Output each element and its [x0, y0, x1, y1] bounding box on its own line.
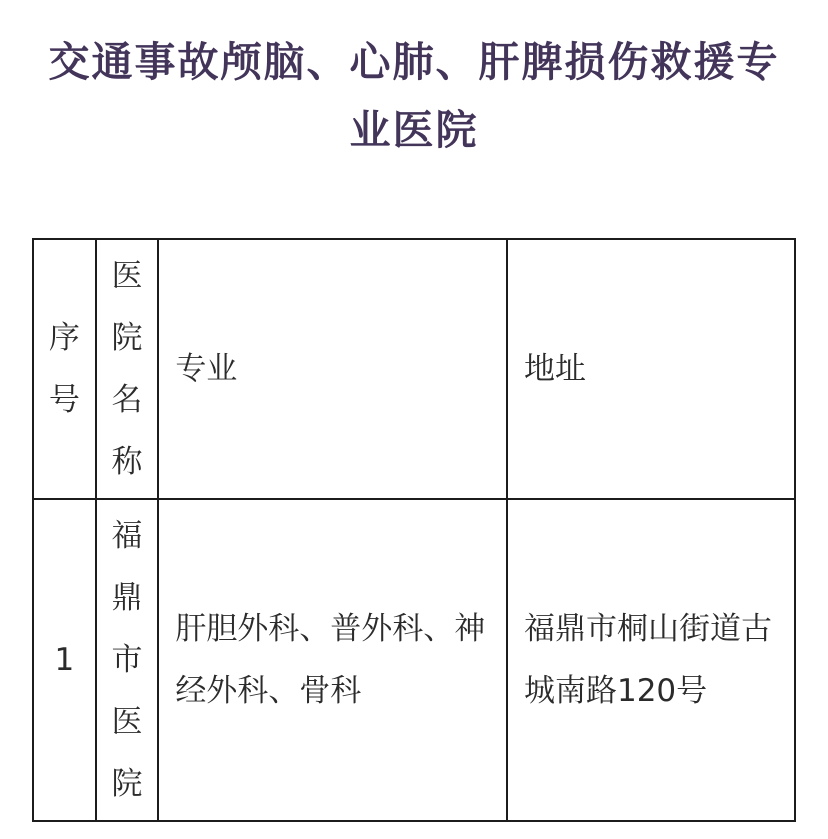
header-cell-address: [507, 239, 795, 499]
cell-no: [33, 499, 96, 821]
header-cell-no: [33, 239, 96, 499]
cell-specialty: [158, 499, 507, 821]
hospital-name: 福鼎市医院: [111, 518, 143, 802]
header-name-label: 医院名称: [111, 258, 143, 480]
table-row: [33, 499, 795, 821]
cell-hospital-name: [96, 499, 159, 821]
address-text: 福鼎市桐山街道古城南路120号: [523, 611, 772, 709]
page-title: 交通事故颅脑、心肺、肝脾损伤救援专业医院: [48, 38, 780, 154]
specialty-text: 肝胆外科、普外科、神经外科、骨科: [175, 611, 486, 709]
header-address-label: 地址: [523, 351, 586, 387]
row-number: 1: [54, 642, 75, 678]
header-cell-name: [96, 239, 159, 499]
header-no-label: 序号: [48, 320, 80, 418]
table-header-row: [33, 239, 795, 499]
hospital-table: [32, 238, 796, 822]
cell-address: [507, 499, 795, 821]
header-specialty-label: 专业: [175, 351, 238, 387]
header-cell-specialty: [158, 239, 507, 499]
